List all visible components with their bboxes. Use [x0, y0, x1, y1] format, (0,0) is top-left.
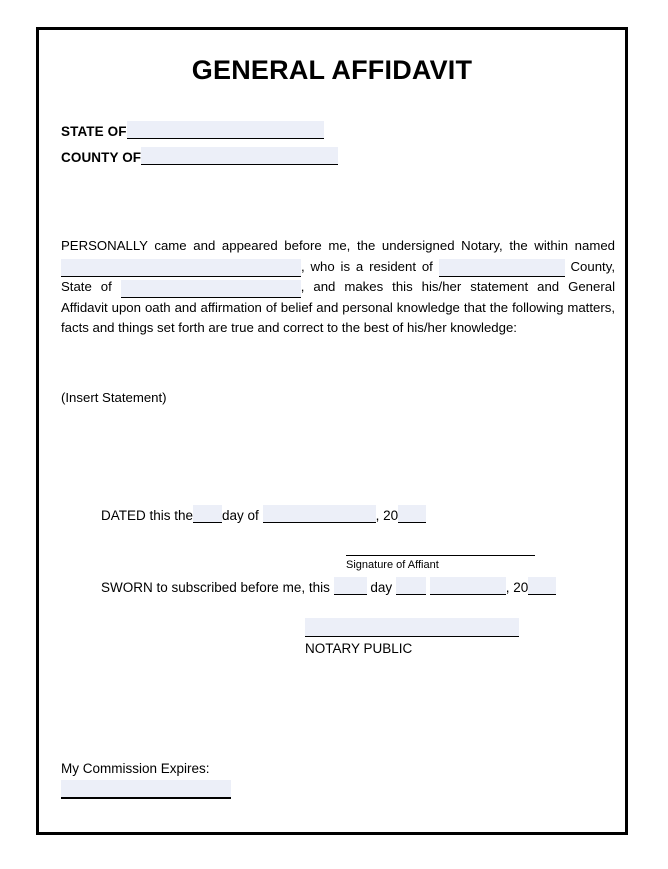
notary-public-label: NOTARY PUBLIC: [305, 641, 413, 656]
dated-row: [101, 505, 426, 523]
sworn-year-prefix-label: , 20: [505, 580, 529, 595]
resident-state-input[interactable]: [121, 280, 301, 298]
sworn-month-input[interactable]: [430, 577, 506, 595]
commission-expires-block: [61, 760, 231, 799]
resident-county-input[interactable]: [439, 259, 565, 277]
county-of-label: COUNTY OF: [61, 150, 142, 165]
signature-of-affiant-block: [346, 540, 535, 572]
sworn-prefix-label: SWORN to subscribed before me, this: [101, 580, 330, 595]
dated-year-prefix-label: , 20: [375, 508, 399, 523]
state-of-input[interactable]: [127, 121, 324, 139]
dated-prefix-label: DATED this the: [101, 508, 194, 523]
state-of-label: STATE OF: [61, 124, 127, 139]
signature-of-affiant-line[interactable]: [346, 540, 535, 556]
body-segment-3: County, State of: [61, 258, 615, 295]
body-segment-2: , who is a resident of: [301, 258, 439, 274]
commission-expires-input[interactable]: [61, 780, 231, 799]
county-of-row: [61, 147, 338, 165]
sworn-day-word-label: day: [370, 580, 393, 595]
insert-statement-placeholder: (Insert Statement): [61, 390, 167, 405]
signature-of-affiant-label: Signature of Affiant: [346, 559, 439, 571]
document-content: [39, 30, 625, 832]
document-frame: [36, 27, 628, 835]
sworn-day-input[interactable]: [334, 577, 367, 595]
body-segment-1: PERSONALLY came and appeared before me, the undersigned Notary, the within named: [61, 238, 615, 253]
body-segment-4: , and makes this his/her statement and General Affidavit upon oath and affirmation of belief and personal knowledge that the following matters, facts and things set forth are true and correct to the best of his/her knowledge:: [61, 279, 615, 336]
commission-expires-label: My Commission Expires:: [61, 761, 210, 776]
dated-mid-label: day of: [222, 508, 259, 523]
notary-public-block: [305, 618, 519, 658]
notary-signature-input[interactable]: [305, 618, 519, 637]
affidavit-body-paragraph: [61, 236, 615, 339]
state-of-row: [61, 121, 324, 139]
affiant-name-input[interactable]: [61, 259, 301, 277]
county-of-input[interactable]: [141, 147, 338, 165]
dated-year-input[interactable]: [398, 505, 426, 523]
sworn-of-input[interactable]: [396, 577, 426, 595]
dated-day-input[interactable]: [193, 505, 222, 523]
page-title: GENERAL AFFIDAVIT: [191, 55, 473, 85]
sworn-year-input[interactable]: [528, 577, 556, 595]
dated-month-input[interactable]: [263, 505, 376, 523]
sworn-row: [101, 577, 556, 595]
